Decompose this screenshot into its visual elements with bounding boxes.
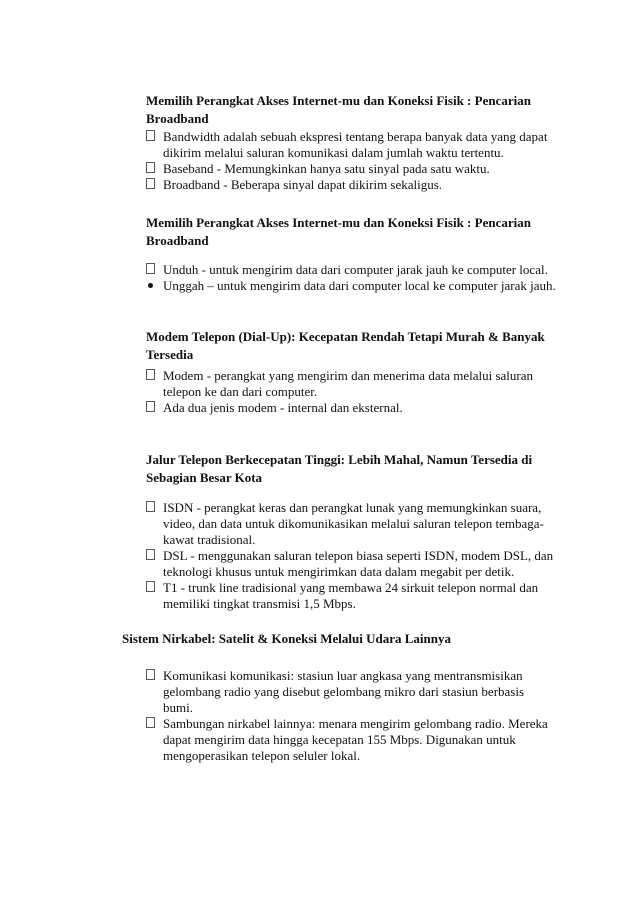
bullet-list	[146, 500, 556, 612]
list-item-text: DSL - menggunakan saluran telepon biasa seperti ISDN, modem DSL, dan teknologi khusus untuk mengirimkan data dalam megabit per detik.	[163, 548, 554, 579]
list-item-text: T1 - trunk line tradisional yang membawa 24 sirkuit telepon normal dan memiliki tingkat transmisi 1,5 Mbps.	[163, 580, 539, 611]
section-heading: Jalur Telepon Berkecepatan Tinggi: Lebih Mahal, Namun Tersedia di Sebagian Besar Kota	[146, 452, 533, 485]
box-bullet-icon	[146, 178, 155, 189]
box-bullet-icon	[146, 162, 155, 173]
box-bullet-icon	[146, 501, 155, 512]
section-heading: Modem Telepon (Dial-Up): Kecepatan Rendah Tetapi Murah & Banyak Tersedia	[146, 329, 545, 362]
list-item	[146, 161, 556, 177]
list-item	[146, 716, 556, 764]
list-item	[146, 548, 556, 580]
bullet-list	[146, 668, 556, 764]
section-heading: Sistem Nirkabel: Satelit & Koneksi Melalui Udara Lainnya	[122, 631, 451, 646]
box-bullet-icon	[146, 263, 155, 274]
list-item	[146, 368, 556, 400]
list-item	[146, 262, 556, 278]
list-item	[146, 580, 556, 612]
box-bullet-icon	[146, 401, 155, 412]
list-item-text: Bandwidth adalah sebuah ekspresi tentang berapa banyak data yang dapat dikirim melalui saluran komunikasi dalam jumlah waktu tertentu.	[163, 129, 548, 160]
list-item	[146, 400, 556, 416]
list-item	[146, 278, 556, 294]
box-bullet-icon	[146, 130, 155, 141]
dot-bullet-icon	[148, 283, 153, 288]
list-item-text: Broadband - Beberapa sinyal dapat dikirim sekaligus.	[163, 177, 443, 192]
bullet-list	[146, 129, 556, 193]
list-item-text: ISDN - perangkat keras dan perangkat lunak yang memungkinkan suara, video, dan data untuk dikomunikasikan melalui saluran telepon tembaga-kawat tradisional.	[163, 500, 544, 547]
list-item	[146, 500, 556, 548]
list-item-text: Komunikasi komunikasi: stasiun luar angkasa yang mentransmisikan gelombang radio yang disebut gelombang mikro dari stasiun berbasis bumi.	[163, 668, 525, 715]
list-item	[146, 177, 556, 193]
box-bullet-icon	[146, 549, 155, 560]
section-heading: Memilih Perangkat Akses Internet-mu dan Koneksi Fisik : Pencarian Broadband	[146, 215, 531, 248]
list-item-text: Ada dua jenis modem - internal dan eksternal.	[163, 400, 403, 415]
list-item-text: Unggah – untuk mengirim data dari computer local ke computer jarak jauh.	[163, 278, 556, 293]
list-item-text: Unduh - untuk mengirim data dari computer jarak jauh ke computer local.	[163, 262, 548, 277]
bullet-list	[146, 262, 556, 294]
list-item	[146, 668, 556, 716]
list-item-text: Sambungan nirkabel lainnya: menara mengirim gelombang radio. Mereka dapat mengirim data hingga kecepatan 155 Mbps. Digunakan untuk mengoperasikan telepon seluler lokal.	[163, 716, 548, 763]
box-bullet-icon	[146, 369, 155, 380]
bullet-list	[146, 368, 556, 416]
list-item-text: Baseband - Memungkinkan hanya satu sinyal pada satu waktu.	[163, 161, 490, 176]
box-bullet-icon	[146, 717, 155, 728]
box-bullet-icon	[146, 669, 155, 680]
section-heading: Memilih Perangkat Akses Internet-mu dan Koneksi Fisik : Pencarian Broadband	[146, 93, 531, 126]
box-bullet-icon	[146, 581, 155, 592]
list-item-text: Modem - perangkat yang mengirim dan menerima data melalui saluran telepon ke dan dari computer.	[163, 368, 534, 399]
list-item	[146, 129, 556, 161]
